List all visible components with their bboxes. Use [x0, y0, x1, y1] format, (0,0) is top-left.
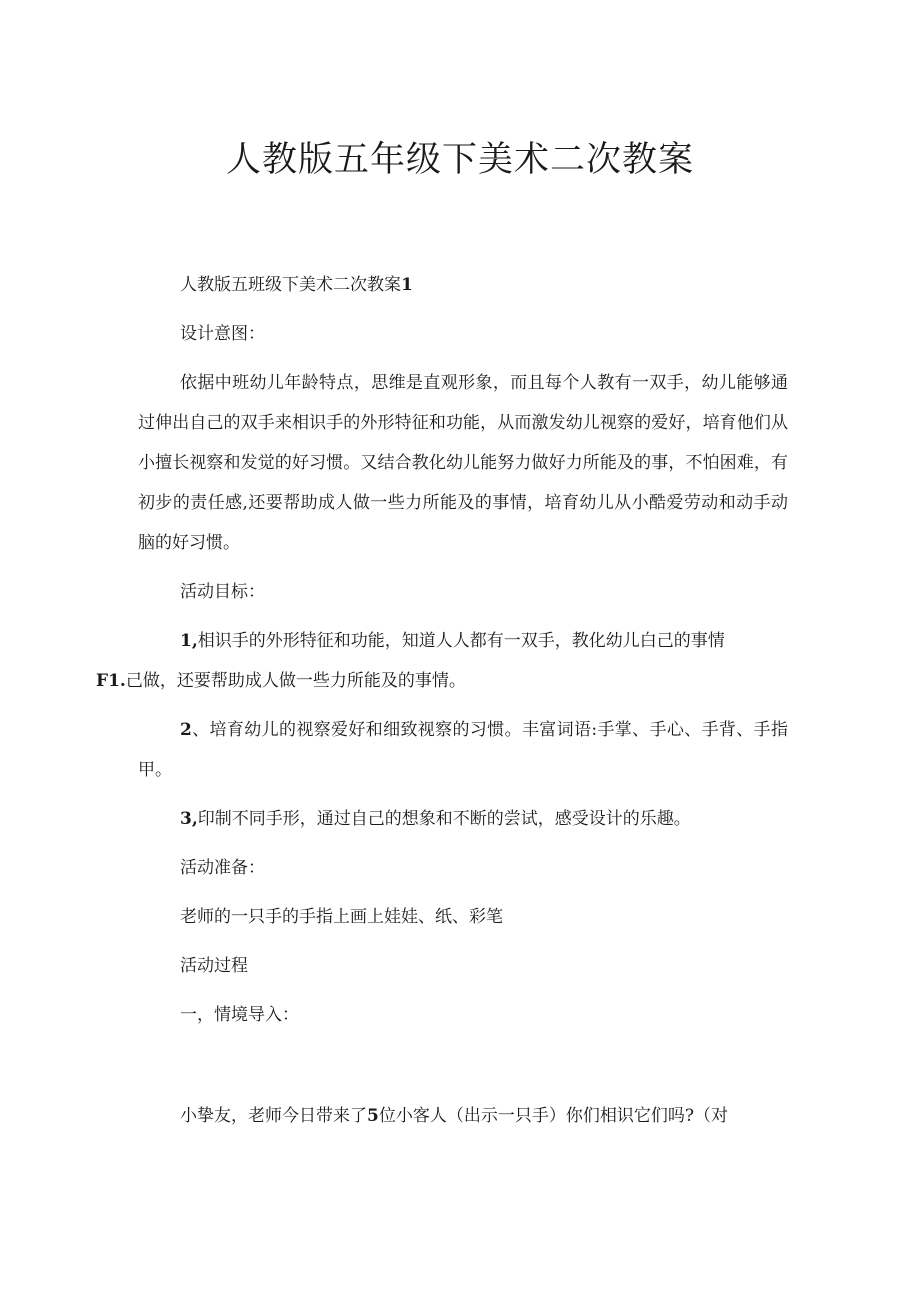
paragraph-goals-label: 活动目标：	[180, 582, 265, 602]
paragraph-subtitle: 人教版五班级下美术二次教案1	[180, 275, 413, 295]
paragraph-goal-3: 3,印制不同手形，通过自己的想象和不断的尝试，感受设计的乐趣。	[180, 809, 691, 829]
blank-gap	[138, 1044, 788, 1096]
paragraph-prep-label: 活动准备：	[180, 858, 265, 878]
paragraph-goal-2: 2、培育幼儿的视察爱好和细致视察的习惯。丰富词语:手掌、手心、手背、手指甲。	[138, 720, 788, 780]
paragraph-prep-body: 老师的一只手的手指上画上娃娃、纸、彩笔	[180, 907, 503, 927]
paragraph-design-body: 依据中班幼儿年龄特点，思维是直观形象，而且每个人教有一双手，幼儿能够通过伸出自己的双手来相识手的外形特征和功能，从而激发幼儿视察的爱好，培育他们从小擅长视察和发觉的好习惯。又结合教化幼儿能努力做好力所能及的事，不怕困难，有初步的责任感,还要帮助成人做一些力所能及的事情，培育幼儿从小酷爱劳动和动手动脑的好习惯。	[138, 373, 788, 553]
paragraph-goal-1: 1,相识手的外形特征和功能，知道人人都有一双手，教化幼儿白己的事情 F1.己做，还要帮助成人做一些力所能及的事情。	[96, 631, 725, 691]
document-body	[96, 265, 788, 1145]
paragraph-step-1-body: 小挚友，老师今日带来了5位小客人（出示一只手）你们相识它们吗?（对	[180, 1106, 728, 1126]
paragraph-step-1: 一，情境导入：	[180, 1005, 299, 1025]
paragraph-process-label: 活动过程	[180, 956, 248, 976]
paragraph-design-label: 设计意图：	[180, 324, 265, 344]
document-title: 人教版五年级下美术二次教案	[225, 140, 694, 180]
